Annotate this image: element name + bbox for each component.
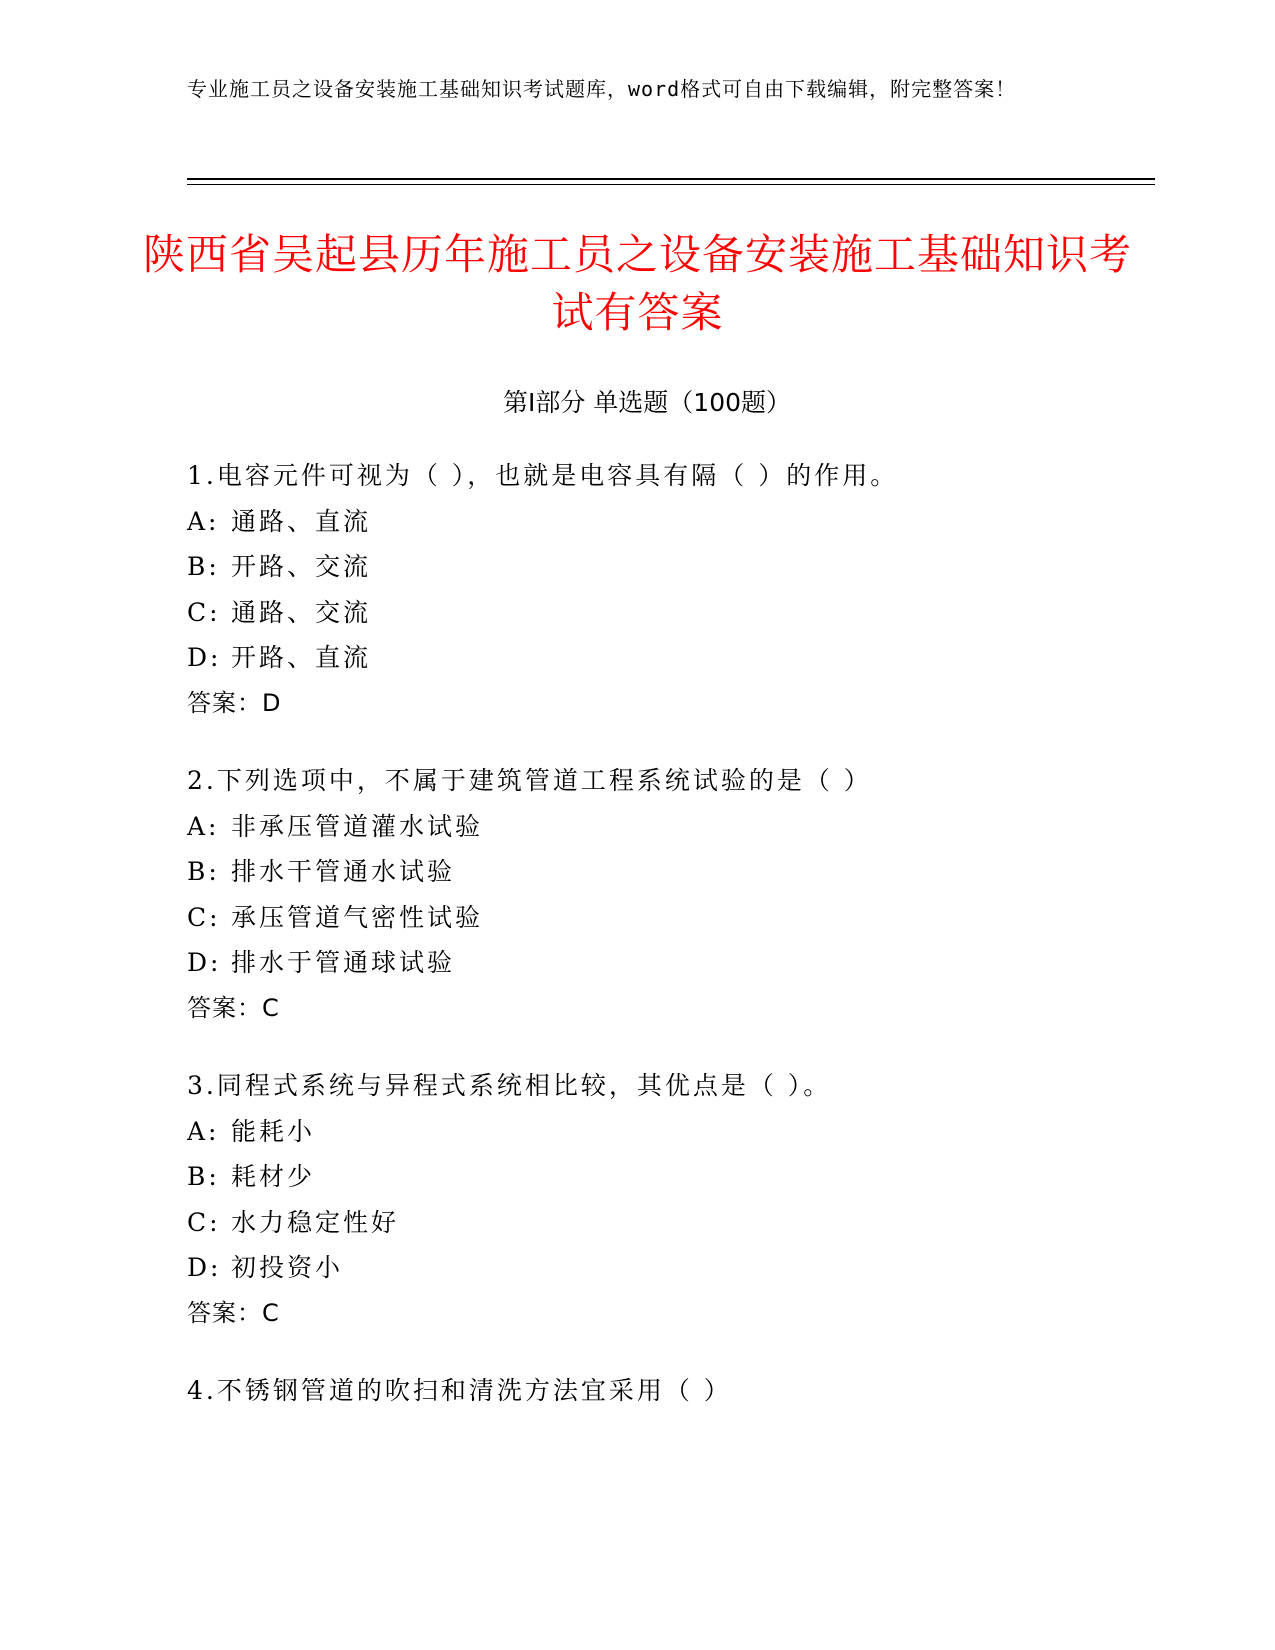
option-text: 初投资小 (231, 1253, 344, 1282)
option-text: 开路、直流 (231, 643, 372, 672)
option-letter: C: (187, 902, 221, 932)
option-text: 承压管道气密性试验 (231, 902, 484, 932)
document-title: 陕西省吴起县历年施工员之设备安装施工基础知识考试有答案 (142, 230, 1132, 337)
question-2 (187, 758, 1127, 1031)
answer-value: D (262, 688, 282, 717)
option-a (187, 499, 1127, 545)
answer-prefix: 答案： (187, 993, 262, 1022)
option-text: 水力稳定性好 (231, 1207, 400, 1237)
question-stem: 4.不锈钢管道的吹扫和清洗方法宜采用（ ） (187, 1376, 732, 1405)
answer-line (187, 986, 1127, 1032)
option-letter: C: (187, 1207, 221, 1237)
option-d (187, 635, 1127, 681)
header-divider-thick (187, 178, 1155, 180)
option-d (187, 940, 1127, 986)
option-text: 通路、交流 (231, 597, 372, 627)
option-letter: A: (187, 1116, 220, 1146)
question-stem: 2.下列选项中，不属于建筑管道工程系统试验的是（ ） (187, 766, 872, 795)
answer-prefix: 答案： (187, 1298, 262, 1327)
option-text: 排水于管通球试验 (231, 948, 456, 977)
option-letter: B: (187, 1162, 220, 1191)
option-a (187, 1109, 1127, 1155)
option-letter: D: (187, 1253, 222, 1282)
option-letter: C: (187, 597, 221, 627)
option-text: 能耗小 (231, 1116, 316, 1146)
option-b (187, 1154, 1127, 1200)
option-a (187, 804, 1127, 850)
option-letter: A: (187, 811, 220, 841)
option-text: 通路、直流 (231, 506, 372, 536)
option-d (187, 1245, 1127, 1291)
answer-value: C (262, 1298, 280, 1327)
question-stem: 1.电容元件可视为（ ），也就是电容具有隔（ ）的作用。 (187, 461, 899, 490)
answer-value: C (262, 993, 280, 1022)
option-text: 耗材少 (231, 1162, 316, 1191)
option-c (187, 895, 1127, 941)
question-4 (187, 1368, 1127, 1414)
option-letter: B: (187, 857, 220, 886)
answer-line (187, 681, 1127, 727)
option-c (187, 1200, 1127, 1246)
answer-line (187, 1291, 1127, 1337)
question-3 (187, 1063, 1127, 1336)
option-b (187, 849, 1127, 895)
option-text: 开路、交流 (231, 552, 372, 581)
option-letter: A: (187, 506, 220, 536)
section-title: 第Ⅰ部分 单选题（100题） (502, 388, 792, 417)
option-text: 非承压管道灌水试验 (231, 811, 484, 841)
answer-prefix: 答案： (187, 688, 262, 717)
option-letter: B: (187, 552, 220, 581)
header-note: 专业施工员之设备安装施工基础知识考试题库，word格式可自由下载编辑，附完整答案！ (187, 77, 1017, 101)
option-c (187, 590, 1127, 636)
question-1 (187, 453, 1127, 726)
header-divider-thin (187, 184, 1155, 185)
option-b (187, 544, 1127, 590)
option-letter: D: (187, 643, 222, 672)
option-text: 排水干管通水试验 (231, 857, 456, 886)
question-stem: 3.同程式系统与异程式系统相比较，其优点是（ ）。 (187, 1071, 832, 1100)
option-letter: D: (187, 948, 222, 977)
